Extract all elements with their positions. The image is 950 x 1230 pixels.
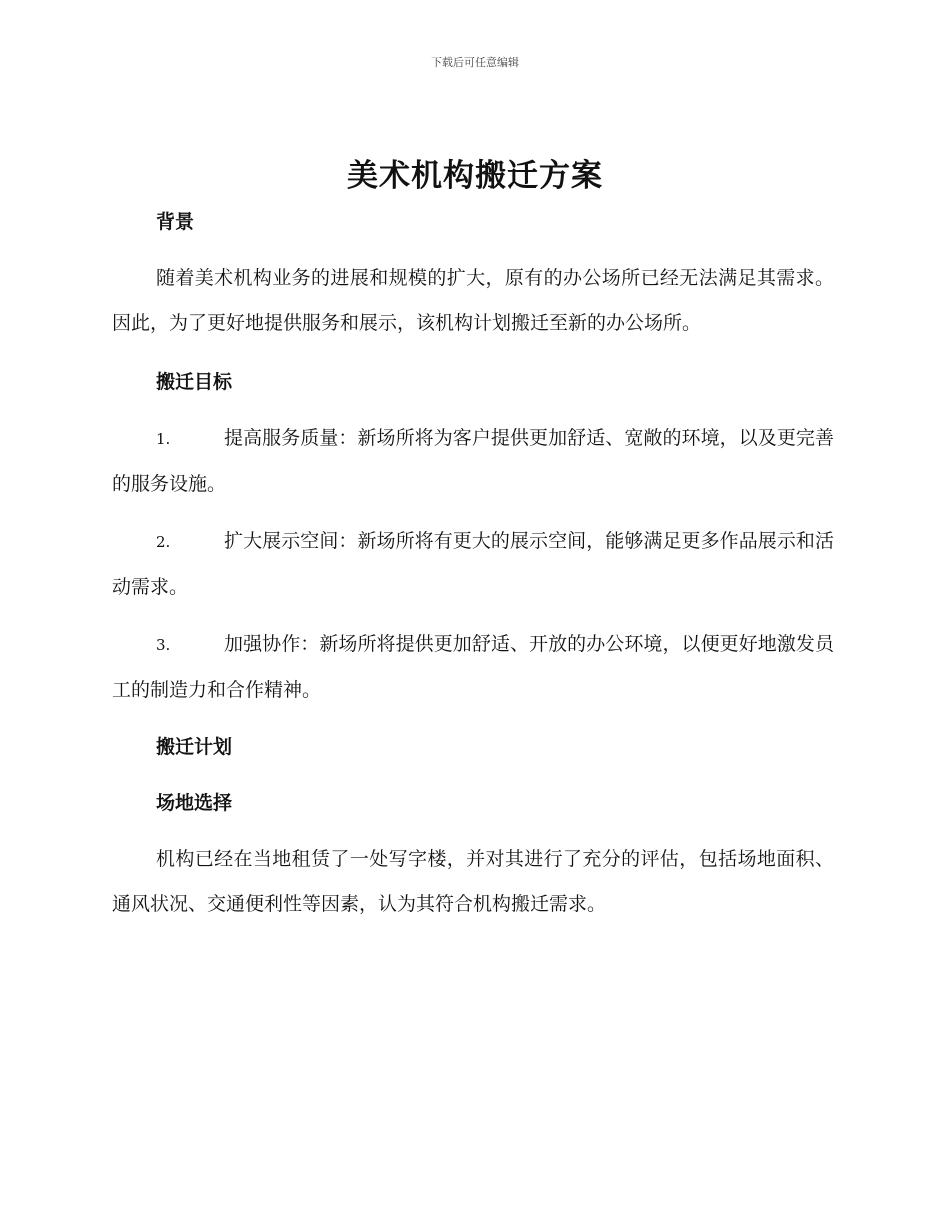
section-heading-goals: 搬迁目标 [156,371,233,393]
section-heading-plan: 搬迁计划 [156,736,233,758]
list-item-text: 扩大展示空间：新场所将有更大的展示空间，能够满足更多作品展示和活动需求。 [112,530,834,598]
document-body [112,200,834,927]
document-title: 美术机构搬迁方案 [347,158,603,194]
header-note: 下载后可任意编辑 [431,56,519,69]
list-item-text: 提高服务质量：新场所将为客户提供更加舒适、宽敞的环境，以及更完善的服务设施。 [112,427,834,495]
section-heading-background: 背景 [156,211,195,233]
list-number: 3. [156,636,171,654]
list-number: 2. [156,533,171,551]
background-paragraph: 随着美术机构业务的进展和规模的扩大，原有的办公场所已经无法满足其需求。因此，为了更好地提供服务和展示，该机构计划搬迁至新的办公场所。 [112,267,834,334]
section-heading-site: 场地选择 [156,792,233,814]
list-item [112,519,834,610]
list-number: 1. [156,430,171,448]
list-item [112,416,834,507]
site-paragraph: 机构已经在当地租赁了一处写字楼，并对其进行了充分的评估，包括场地面积、通风状况、交通便利性等因素，认为其符合机构搬迁需求。 [112,848,834,915]
list-item [112,622,834,713]
list-item-text: 加强协作：新场所将提供更加舒适、开放的办公环境，以便更好地激发员工的制造力和合作精神。 [112,633,834,701]
